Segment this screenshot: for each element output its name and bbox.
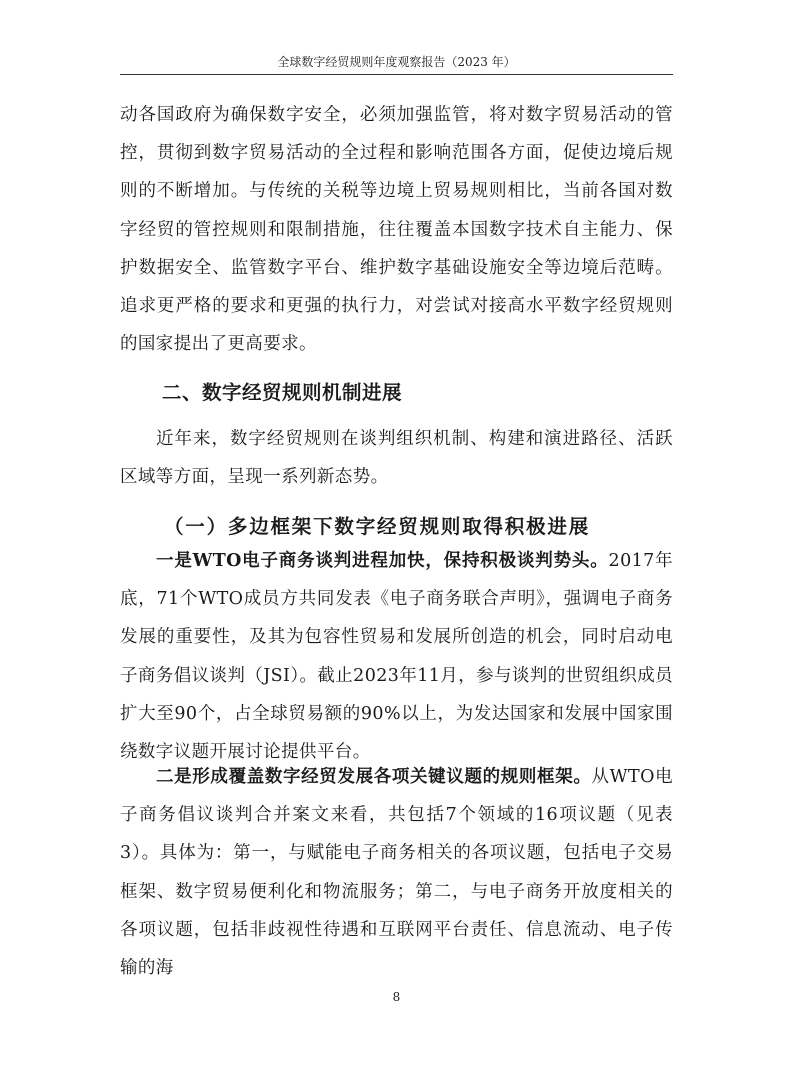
subsection-heading: （一）多边框架下数字经贸规则取得积极进展 xyxy=(164,515,591,538)
paragraph-3-lead: 一是WTO电子商务谈判进程加快，保持积极谈判势头。 xyxy=(156,551,609,571)
body-paragraph-4 xyxy=(120,758,673,987)
running-header: 全球数字经贸规则年度观察报告（2023 年） xyxy=(277,55,516,69)
page-number: 8 xyxy=(392,990,401,1004)
body-paragraph-2: 近年来，数字经贸规则在谈判组织机制、构建和演进路径、活跃区域等方面，呈现一系列新态势。 xyxy=(120,429,673,488)
header-rule xyxy=(120,74,673,75)
body-paragraph-1: 动各国政府为确保数字安全，必须加强监管，将对数字贸易活动的管控，贯彻到数字贸易活动的全过程和影响范围各方面，促使边境后规则的不断增加。与传统的关税等边境上贸易规则相比，当前各国对数字经贸的管控规则和限制措施，往往覆盖本国数字技术自主能力、保护数据安全、监管数字平台、维护数字基础设施安全等边境后范畴。追求更严格的要求和更强的执行力，对尝试对接高水平数字经贸规则的国家提出了更高要求。 xyxy=(120,105,673,355)
paragraph-3-body: 2017年底，71个WTO成员方共同发表《电子商务联合声明》，强调电子商务发展的重要性，及其为包容性贸易和发展所创造的机会，同时启动电子商务倡议谈判（JSI）。截止2023年11月，参与谈判的世贸组织成员扩大至90个，占全球贸易额的90%以上，为发达国家和发展中国家围绕数字议题开展讨论提供平台。 xyxy=(120,551,674,763)
section-heading: 二、数字经贸规则机制进展 xyxy=(162,381,403,404)
body-paragraph-3 xyxy=(120,542,673,771)
paragraph-4-lead: 二是形成覆盖数字经贸发展各项关键议题的规则框架。 xyxy=(156,767,592,787)
paragraph-4-body: 从WTO电子商务倡议谈判合并案文来看，共包括7个领域的16项议题（见表3）。具体为：第一，与赋能电子商务相关的各项议题，包括电子交易框架、数字贸易便利化和物流服务；第二，与电子商务开放度相关的各项议题，包括非歧视性待遇和互联网平台责任、信息流动、电子传输的海 xyxy=(120,767,673,979)
